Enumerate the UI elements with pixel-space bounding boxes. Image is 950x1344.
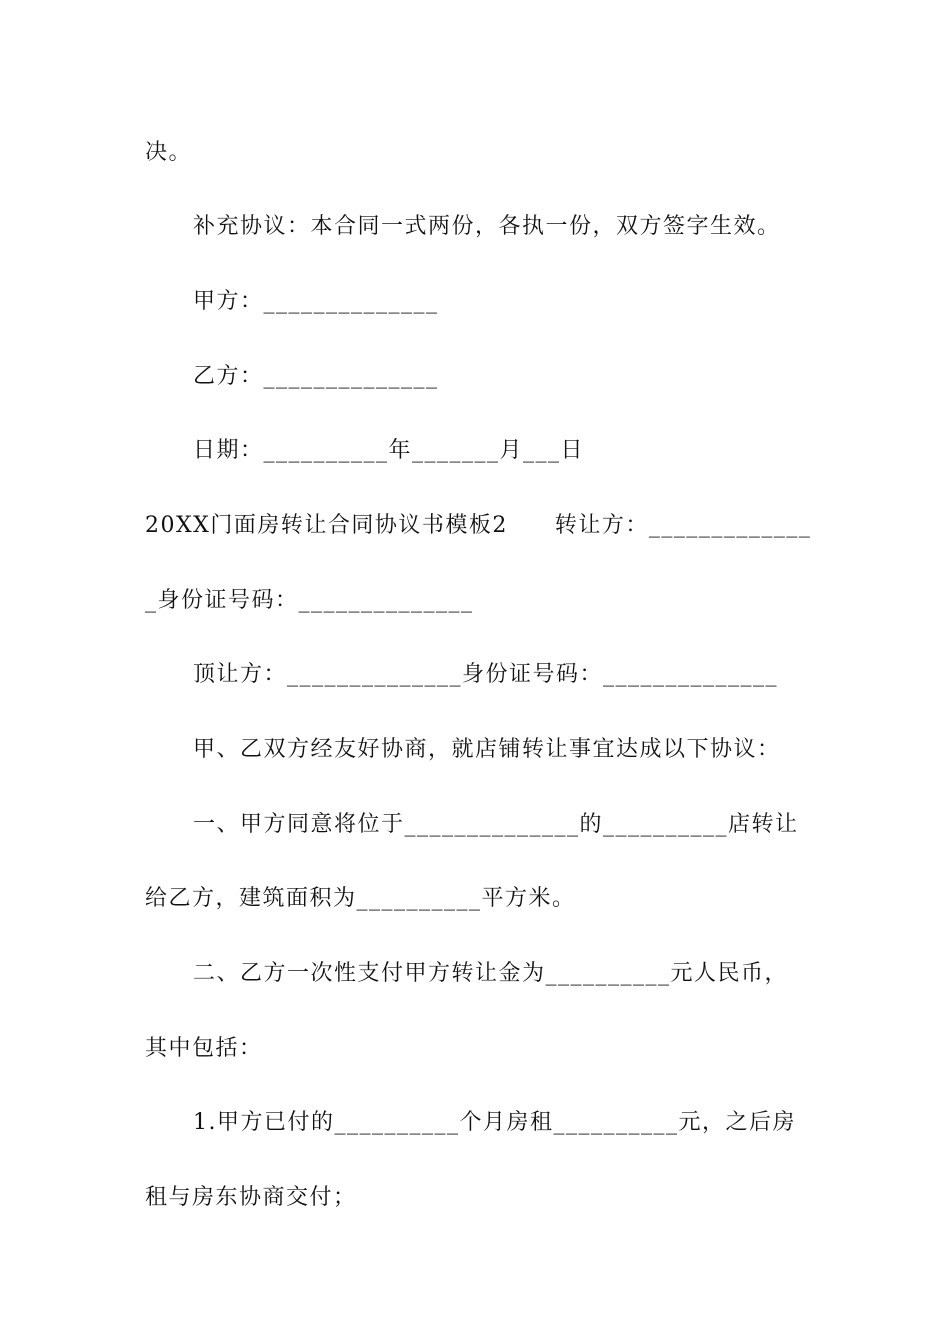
text-line-supplementary-agreement: 补充协议：本合同一式两份，各执一份，双方签字生效。 xyxy=(193,214,781,239)
text-line-transferee: 顶让方：______________身份证号码：______________ xyxy=(193,662,779,687)
text-line-item-1: 1.甲方已付的__________个月房租__________元，之后房 xyxy=(193,1110,796,1135)
text-line-clause-2-cont: 其中包括： xyxy=(145,1036,263,1061)
text-line-clause-1: 一、甲方同意将位于______________的__________店转让 xyxy=(193,812,799,837)
text-line-date: 日期：__________年_______月___日 xyxy=(193,438,585,463)
text-line-agreement-intro: 甲、乙双方经友好协商，就店铺转让事宜达成以下协议： xyxy=(193,737,781,762)
text-line-conclusion: 决。 xyxy=(145,140,193,165)
text-line-party-b-signature: 乙方：______________ xyxy=(193,364,439,389)
text-line-template-title: 20XX门面房转让合同协议书模板2 转让方：_____________ xyxy=(145,513,812,538)
text-line-clause-1-cont: 给乙方，建筑面积为__________平方米。 xyxy=(145,886,576,911)
text-line-transferor-id: _身份证号码：______________ xyxy=(145,588,474,613)
text-line-clause-2: 二、乙方一次性支付甲方转让金为__________元人民币， xyxy=(193,961,789,986)
text-line-item-1-cont: 租与房东协商交付； xyxy=(145,1185,357,1210)
text-line-party-a-signature: 甲方：______________ xyxy=(193,289,439,314)
